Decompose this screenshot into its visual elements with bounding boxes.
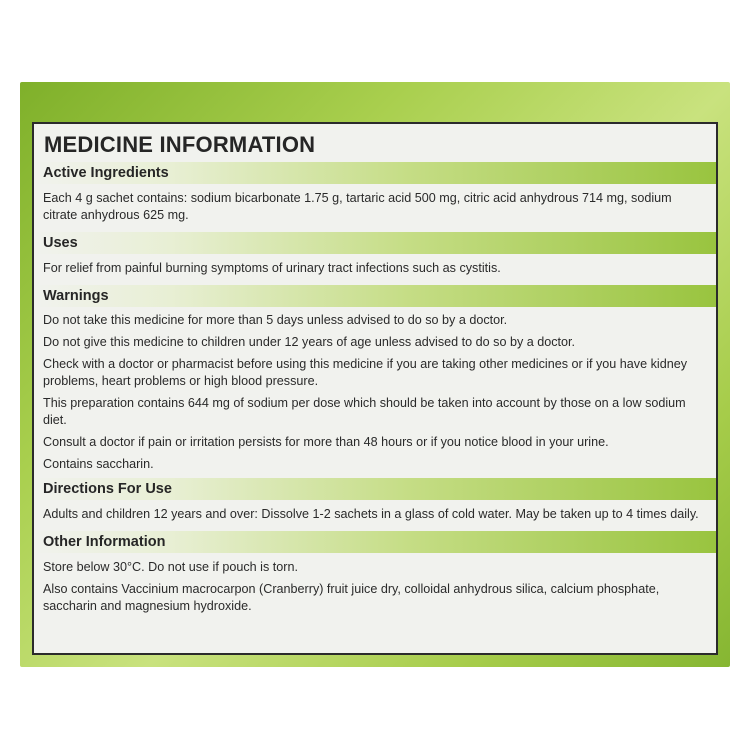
warning-item: Consult a doctor if pain or irritation persists for more than 48 hours or if you notice blood in your urine. — [43, 435, 609, 449]
warning-item: This preparation contains 644 mg of sodium per dose which should be taken into account by those on a low sodium diet. — [43, 396, 686, 427]
warning-item: Do not give this medicine to children under 12 years of age unless advised to do so by a doctor. — [43, 335, 576, 349]
section-heading-other-information: Other Information — [34, 531, 716, 553]
warning-item: Do not take this medicine for more than 5 days unless advised to do so by a doctor. — [43, 313, 508, 327]
section-heading-uses: Uses — [34, 232, 716, 254]
section-heading-active-ingredients: Active Ingredients — [34, 162, 716, 184]
section-heading-directions-for-use: Directions For Use — [34, 478, 716, 500]
panel-title: MEDICINE INFORMATION — [44, 132, 316, 157]
medicine-information-panel — [32, 122, 718, 655]
section-heading-warnings: Warnings — [34, 285, 716, 307]
warning-item: Contains saccharin. — [43, 457, 154, 471]
other-information-item: Also contains Vaccinium macrocarpon (Cranberry) fruit juice dry, colloidal anhydrous silica, calcium phosphate, saccharin and magnesium hydroxide. — [43, 582, 660, 613]
directions-text: Adults and children 12 years and over: Dissolve 1-2 sachets in a glass of cold water. May be taken up to 4 times daily. — [43, 507, 699, 521]
uses-text: For relief from painful burning symptoms of urinary tract infections such as cystitis. — [43, 261, 501, 275]
other-information-item: Store below 30°C. Do not use if pouch is torn. — [43, 560, 298, 574]
active-ingredients-text: Each 4 g sachet contains: sodium bicarbonate 1.75 g, tartaric acid 500 mg, citric acid anhydrous 714 mg, sodium citrate anhydrous 625 mg. — [43, 191, 672, 222]
package-background — [20, 82, 730, 667]
warning-item: Check with a doctor or pharmacist before using this medicine if you are taking other medicines or if you have kidney problems, heart problems or high blood pressure. — [43, 357, 688, 388]
